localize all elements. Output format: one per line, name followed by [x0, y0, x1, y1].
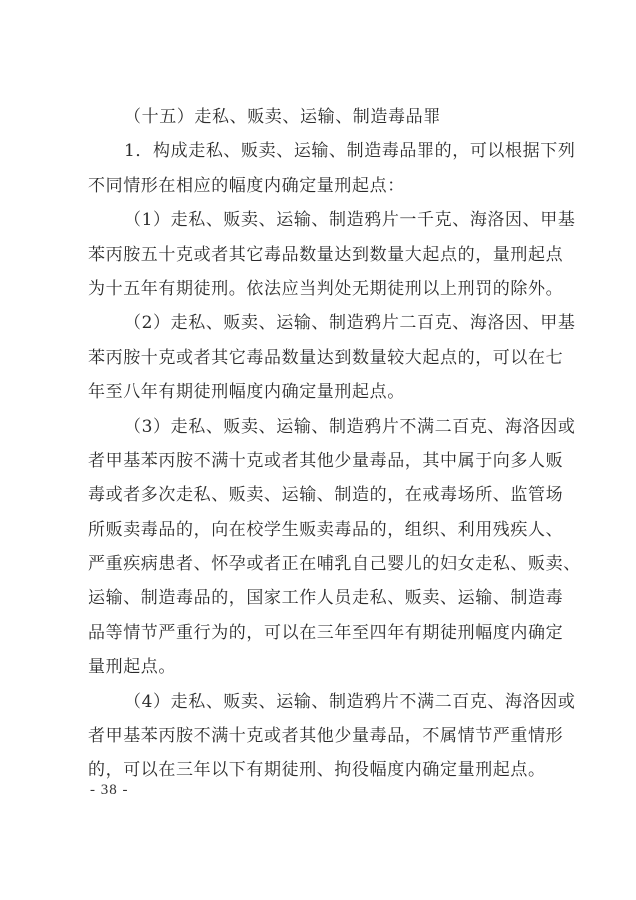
- paragraph-1: [88, 134, 576, 203]
- paragraph-line: 者甲基苯丙胺不满十克或者其他少量毒品，不属情节严重情形: [88, 726, 564, 747]
- paragraph-line: 毒或者多次走私、贩卖、运输、制造的，在戒毒场所、监管场: [88, 485, 564, 506]
- paragraph-line: 不同情形在相应的幅度内确定量刑起点：: [88, 175, 405, 196]
- page-number: - 38 -: [90, 782, 129, 798]
- paragraph-line: （3）走私、贩卖、运输、制造鸦片不满二百克、海洛因或: [124, 416, 576, 437]
- paragraph-5: [88, 685, 576, 788]
- paragraph-line: 苯丙胺五十克或者其它毒品数量达到数量大起点的，量刑起点: [88, 244, 564, 265]
- paragraph-line: 严重疾病患者、怀孕或者正在哺乳自己婴儿的妇女走私、贩卖、: [88, 554, 581, 575]
- paragraph-line: （4）走私、贩卖、运输、制造鸦片不满二百克、海洛因或: [124, 691, 576, 712]
- paragraph-3: [88, 306, 576, 409]
- paragraph-line: 年至八年有期徒刑幅度内确定量刑起点。: [88, 382, 405, 403]
- document-body: [88, 100, 581, 788]
- paragraph-line: 所贩卖毒品的，向在校学生贩卖毒品的，组织、利用残疾人、: [88, 519, 564, 540]
- paragraph-4: [88, 410, 581, 685]
- paragraph-line: 者甲基苯丙胺不满十克或者其他少量毒品，其中属于向多人贩: [88, 450, 564, 471]
- paragraph-line: 1．构成走私、贩卖、运输、制造毒品罪的，可以根据下列: [124, 141, 576, 162]
- paragraph-line: 运输、制造毒品的，国家工作人员走私、贩卖、运输、制造毒: [88, 588, 564, 609]
- paragraph-2: [88, 203, 576, 306]
- paragraph-line: 的，可以在三年以下有期徒刑、拘役幅度内确定量刑起点。: [88, 760, 546, 781]
- paragraph-line: 品等情节严重行为的，可以在三年至四年有期徒刑幅度内确定: [88, 622, 564, 643]
- paragraph-line: （1）走私、贩卖、运输、制造鸦片一千克、海洛因、甲基: [124, 210, 576, 231]
- paragraph-line: （2）走私、贩卖、运输、制造鸦片二百克、海洛因、甲基: [124, 313, 576, 334]
- paragraph-line: 量刑起点。: [88, 657, 176, 678]
- section-heading: （十五）走私、贩卖、运输、制造毒品罪: [124, 107, 441, 127]
- paragraph-line: 为十五年有期徒刑。依法应当判处无期徒刑以上刑罚的除外。: [88, 278, 564, 299]
- paragraph-line: 苯丙胺十克或者其它毒品数量达到数量较大起点的，可以在七: [88, 347, 564, 368]
